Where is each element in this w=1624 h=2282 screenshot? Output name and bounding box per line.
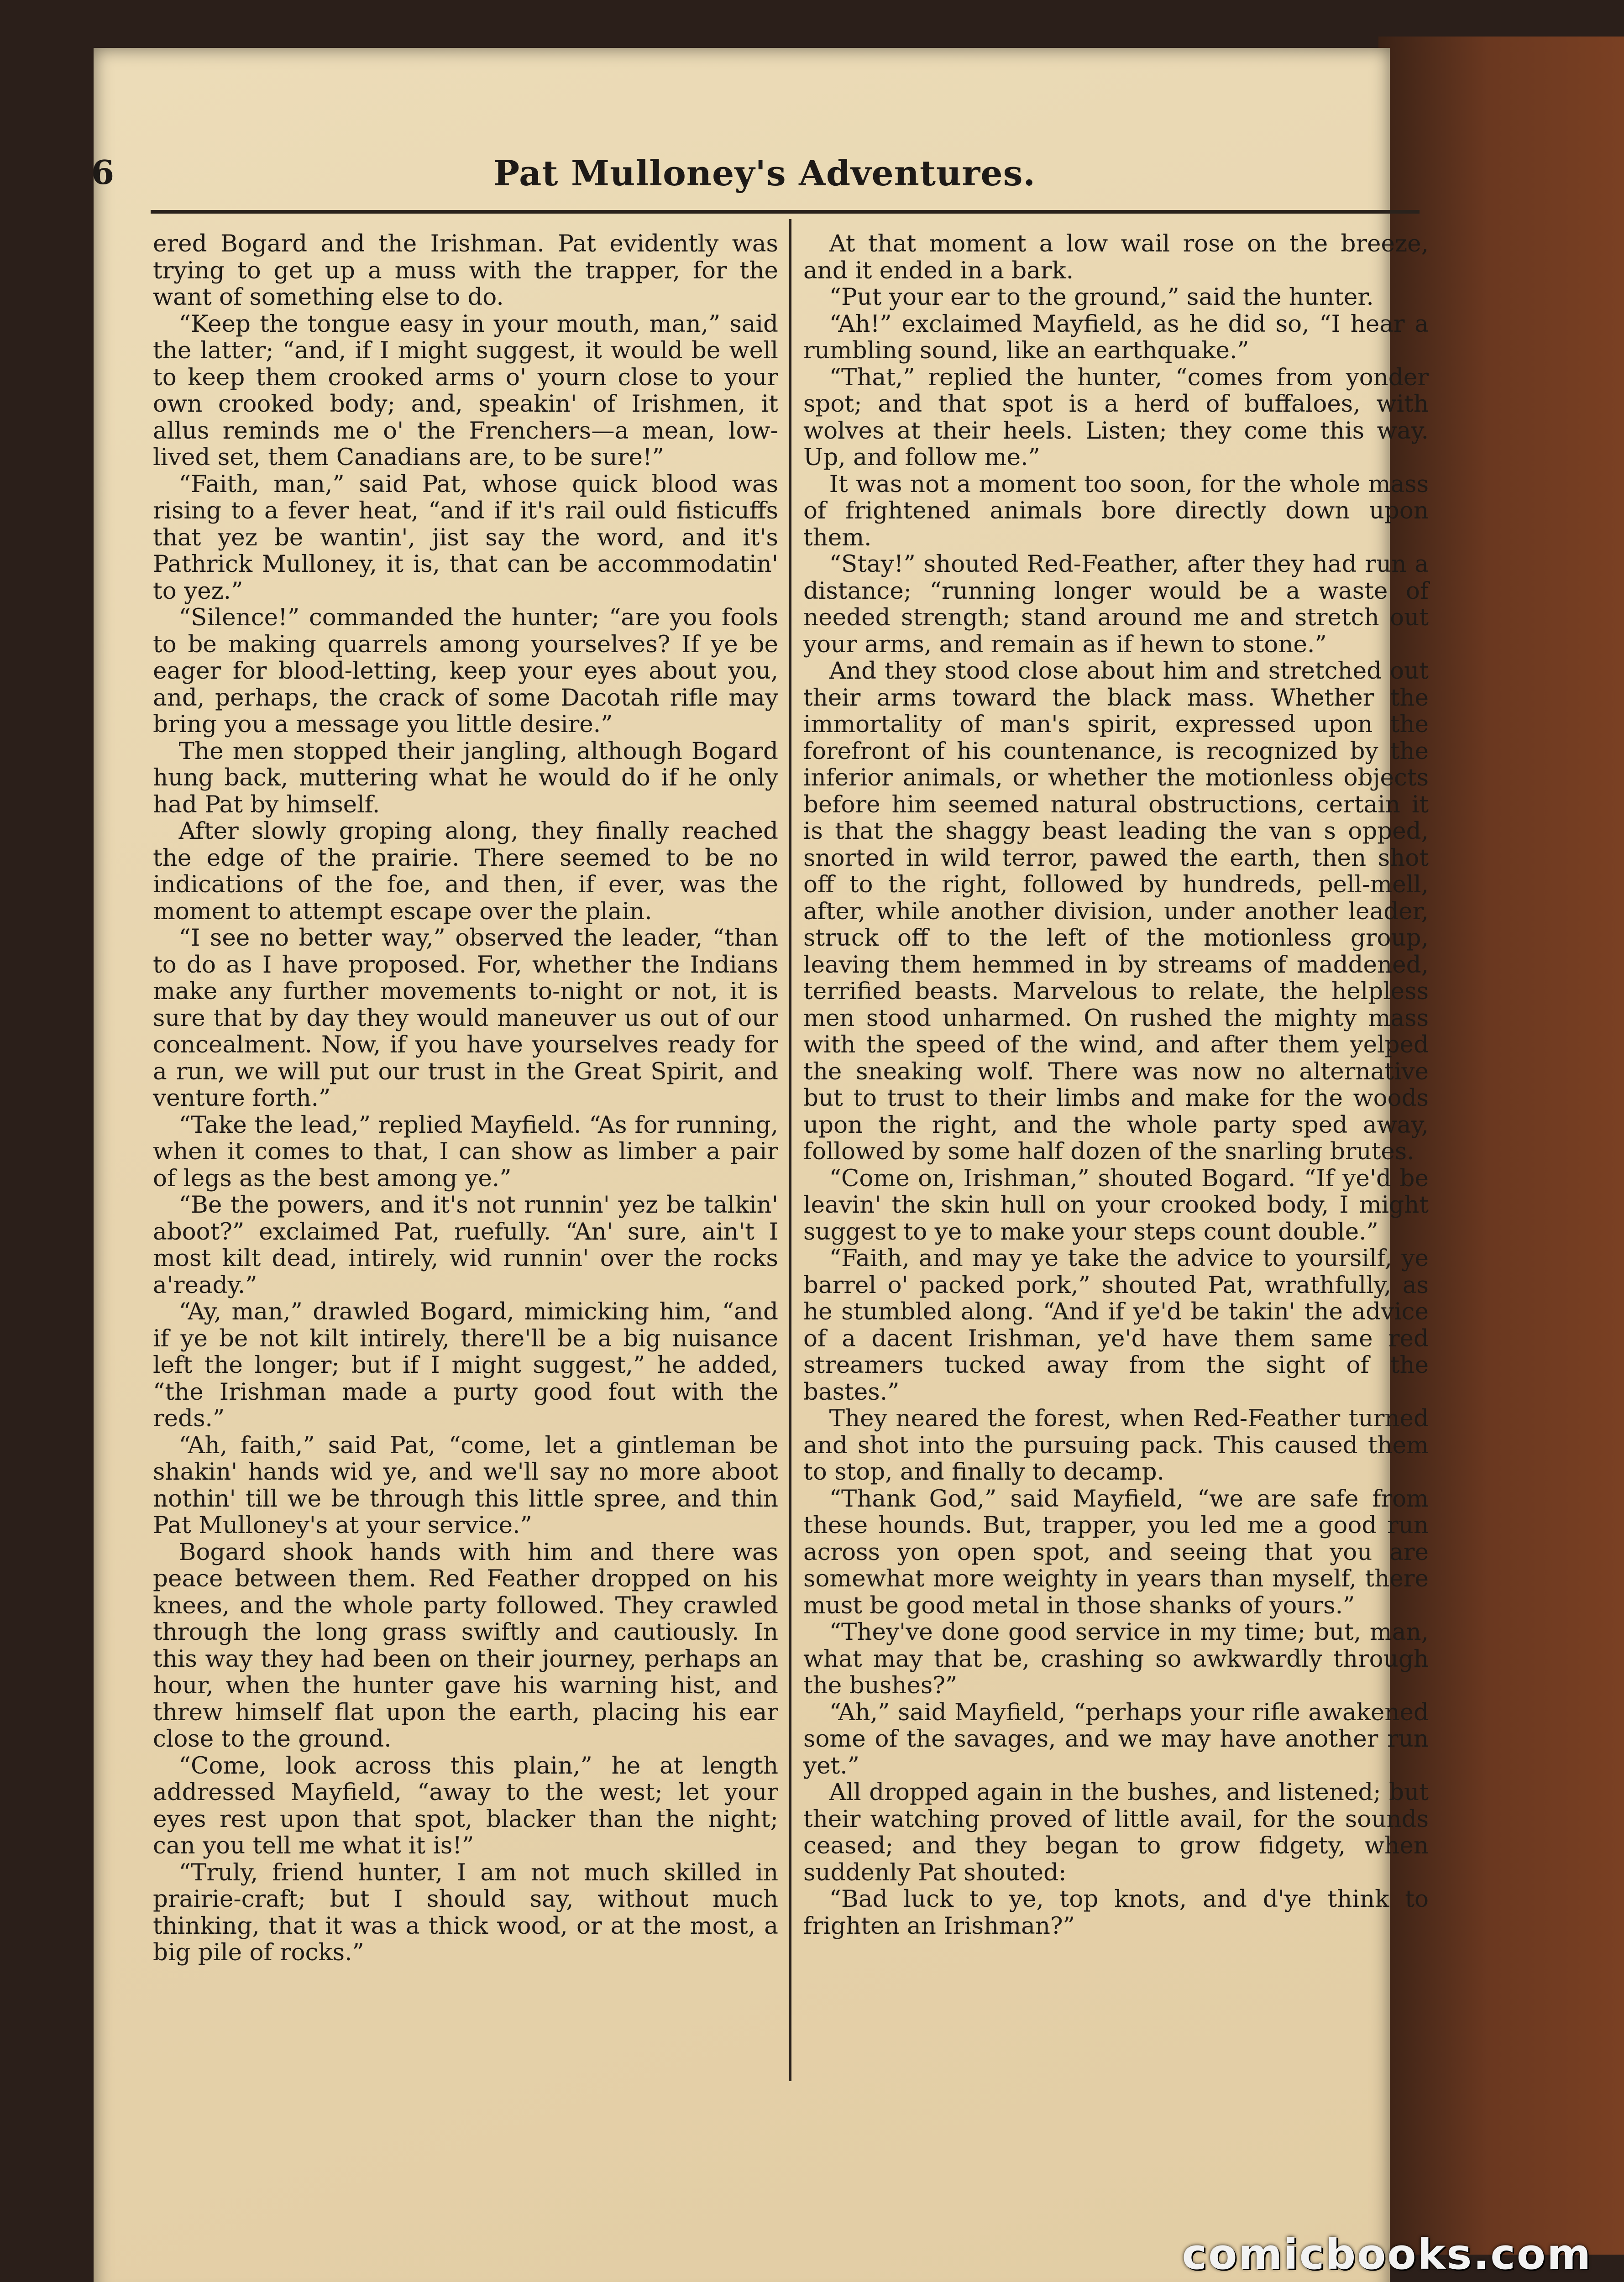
paragraph: They neared the forest, when Red-Feather turned and shot into the pursuing pack. This caused them to stop, and finally to decamp. xyxy=(803,1405,1429,1486)
running-title: Pat Mulloney's Adventures. xyxy=(493,153,1036,194)
header-rule xyxy=(151,210,1420,214)
paragraph: “I see no better way,” observed the leader, “than to do as I have proposed. For, whether the Indians make any further movements to-night or not, it is sure that by day they would maneuver us out of our concealment. Now, if you have yourselves ready for a run, we will put our trust in the Great Spirit, and venture forth.” xyxy=(153,924,778,1112)
paragraph: “Bad luck to ye, top knots, and d'ye think to frighten an Irishman?” xyxy=(803,1885,1429,1940)
paragraph: “That,” replied the hunter, “comes from yonder spot; and that spot is a herd of buffaloes, with wolves at their heels. Listen; they come this way. Up, and follow me.” xyxy=(803,363,1429,471)
paragraph: “Stay!” shouted Red-Feather, after they had run a distance; “running longer would be a waste of needed strength; stand around me and stretch out your arms, and remain as if hewn to stone.” xyxy=(803,550,1429,658)
page-header xyxy=(91,103,1438,212)
paragraph: “Be the powers, and it's not runnin' yez be talkin' aboot?” exclaimed Pat, ruefully. “An' sure, ain't I most kilt dead, intirely, wid runnin' over the rocks a'ready.” xyxy=(153,1191,778,1299)
paragraph: “Faith, man,” said Pat, whose quick blood was rising to a fever heat, “and if it's rail ould fisticuffs that yez be wantin', jist say the word, and it's Pathrick Mulloney, it is, that can be accommodatin' to yez.” xyxy=(153,470,778,605)
paragraph: And they stood close about him and stretched out their arms toward the black mass. Whether the immortality of man's spirit, expressed upon the forefront of his countenance, is recognized by the inferior animals, or whether the motionless objects before him seemed natural obstructions, certain it is that the shaggy beast leading the van s opped, snorted in wild terror, pawed the earth, then shot off to the right, followed by hundreds, pell-mell, after, while another division, under another leader, struck off to the left of the motionless group, leaving them hemmed in by streams of maddened, terrified beasts. Marvelous to relate, the helpless men stood unharmed. On rushed the mighty mass with the speed of the wind, and after them yelped the sneaking wolf. There was now no alternative but to trust to their limbs and make for the woods upon the right, and the whole party sped away, followed by some half dozen of the snarling brutes. xyxy=(803,657,1429,1165)
paragraph: “Thank God,” said Mayfield, “we are safe from these hounds. But, trapper, you led me a good run across yon open spot, and seeing that you are somewhat more weighty in years than myself, there must be good metal in those shanks of yours.” xyxy=(803,1485,1429,1619)
paragraph: “They've done good service in my time; but, man, what may that be, crashing so awkwardly through the bushes?” xyxy=(803,1618,1429,1699)
paragraph: “Take the lead,” replied Mayfield. “As for running, when it comes to that, I can show as limber a pair of legs as the best among ye.” xyxy=(153,1111,778,1192)
paragraph: “Come, look across this plain,” he at length addressed Mayfield, “away to the west; let your eyes rest upon that spot, blacker than the night; can you tell me what it is!” xyxy=(153,1752,778,1859)
paragraph: “Ay, man,” drawled Bogard, mimicking him, “and if ye be not kilt intirely, there'll be a big nuisance left the longer; but if I might suggest,” he added, “the Irishman made a purty good fout with the reds.” xyxy=(153,1298,778,1432)
paragraph: At that moment a low wail rose on the breeze, and it ended in a bark. xyxy=(803,230,1429,284)
paragraph: The men stopped their jangling, although Bogard hung back, muttering what he would do if he only had Pat by himself. xyxy=(153,737,778,818)
paragraph: “Ah,” said Mayfield, “perhaps your rifle awakened some of the savages, and we may have another run yet.” xyxy=(803,1698,1429,1780)
paragraph: “Silence!” commanded the hunter; “are you fools to be making quarrels among yourselves? If ye be eager for blood-letting, keep your eyes about you, and, perhaps, the crack of some Dacotah rifle may bring you a message you little desire.” xyxy=(153,604,778,738)
paragraph: ered Bogard and the Irishman. Pat evidently was trying to get up a muss with the trapper, for the want of something else to do. xyxy=(153,230,778,311)
paragraph: “Ah, faith,” said Pat, “come, let a gintleman be shakin' hands wid ye, and we'll say no more aboot nothin' till we be through this little spree, and thin Pat Mulloney's at your service.” xyxy=(153,1431,778,1539)
paragraph: After slowly groping along, they finally reached the edge of the prairie. There seemed to be no indications of the foe, and then, if ever, was the moment to attempt escape over the plain. xyxy=(153,817,778,925)
paragraph: It was not a moment too soon, for the whole mass of frightened animals bore directly down upon them. xyxy=(803,470,1429,551)
paragraph: “Truly, friend hunter, I am not much skilled in prairie-craft; but I should say, without much thinking, that it was a thick wood, or at the most, a big pile of rocks.” xyxy=(153,1858,778,1966)
paragraph: “Come on, Irishman,” shouted Bogard. “If ye'd be leavin' the skin hull on your crooked body, I might suggest to ye to make your steps count double.” xyxy=(803,1164,1429,1246)
left-column xyxy=(153,230,778,1966)
paragraph: “Faith, and may ye take the advice to yoursilf, ye barrel o' packed pork,” shouted Pat, wrathfully, as he stumbled along. “And if ye'd be takin' the advice of a dacent Irishman, ye'd have them same red streamers tucked away from the sight of the bastes.” xyxy=(803,1245,1429,1406)
paragraph: “Ah!” exclaimed Mayfield, as he did so, “I hear a rumbling sound, like an earthquake.” xyxy=(803,310,1429,364)
column-divider xyxy=(789,219,791,2081)
paragraph: “Keep the tongue easy in your mouth, man,” said the latter; “and, if I might suggest, it would be well to keep them crooked arms o' yourn close to your own crooked body; and, speakin' of Irishmen, it allus reminds me o' the Frenchers—a mean, low-lived set, them Canadians are, to be sure!” xyxy=(153,310,778,471)
paragraph: Bogard shook hands with him and there was peace between them. Red Feather dropped on his knees, and the whole party followed. They crawled through the long grass swiftly and cautiously. In this way they had been on their journey, perhaps an hour, when the hunter gave his warning hist, and threw himself flat upon the earth, placing his ear close to the ground. xyxy=(153,1538,778,1753)
watermark: comicbooks.com xyxy=(1182,2230,1592,2279)
right-column xyxy=(803,230,1429,1939)
page-number: 6 xyxy=(91,153,115,192)
paragraph: “Put your ear to the ground,” said the hunter. xyxy=(829,283,1374,311)
paragraph: All dropped again in the bushes, and listened; but their watching proved of little avail, for the sounds ceased; and they began to grow fidgety, when suddenly Pat shouted: xyxy=(803,1779,1429,1886)
